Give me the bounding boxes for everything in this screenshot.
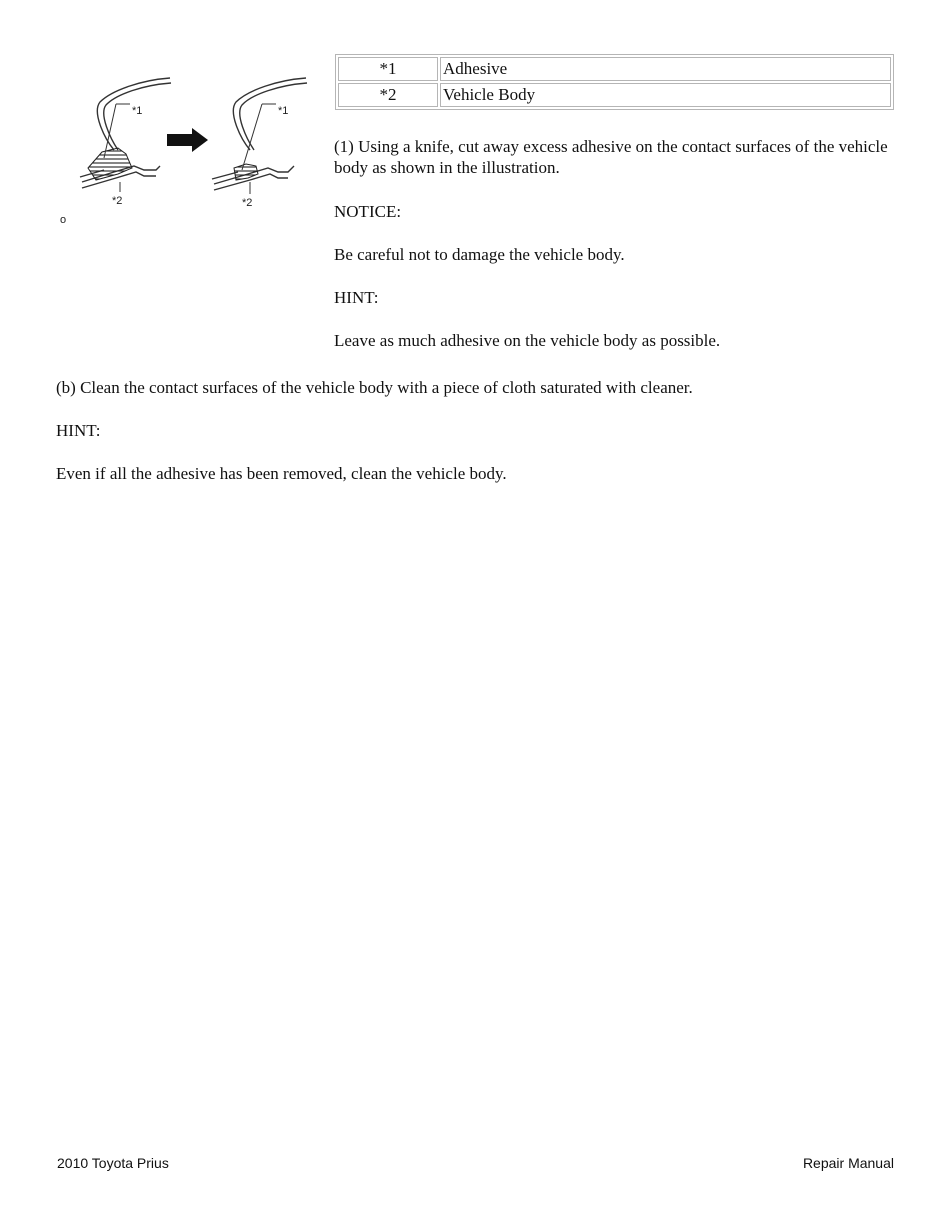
legend-key: *1 bbox=[338, 57, 438, 81]
callout-legend-table bbox=[335, 54, 894, 110]
step-1-text: (1) Using a knife, cut away excess adhesive on the contact surfaces of the vehicle body as shown in the illustration. bbox=[334, 137, 888, 177]
hint-label: HINT: bbox=[56, 421, 101, 440]
notice-label: NOTICE: bbox=[334, 202, 402, 221]
after-callout-1: *1 bbox=[278, 105, 289, 117]
adhesive-removal-illustration bbox=[52, 70, 314, 230]
table-row bbox=[338, 83, 891, 107]
hint-label: HINT: bbox=[334, 288, 379, 307]
legend-label: Vehicle Body bbox=[440, 83, 891, 107]
after-drawing bbox=[212, 78, 307, 190]
step-b-text: (b) Clean the contact surfaces of the vehicle body with a piece of cloth saturated with cleaner. bbox=[56, 378, 693, 397]
hint-text: Even if all the adhesive has been removed, clean the vehicle body. bbox=[56, 464, 507, 483]
legend-label: Adhesive bbox=[440, 57, 891, 81]
table-row bbox=[338, 57, 891, 81]
footer-manual-title: Repair Manual bbox=[802, 1155, 894, 1171]
right-arrow-icon bbox=[167, 128, 208, 152]
remaining-adhesive-hatch bbox=[234, 164, 258, 180]
notice-text: Be careful not to damage the vehicle body. bbox=[334, 245, 625, 264]
before-callout-2: *2 bbox=[112, 195, 123, 207]
footer-vehicle-title: 2010 Toyota Prius bbox=[57, 1155, 169, 1171]
before-callout-1: *1 bbox=[132, 105, 143, 117]
legend-key: *2 bbox=[338, 83, 438, 107]
figure-corner-mark: o bbox=[60, 214, 67, 226]
after-callout-2: *2 bbox=[242, 197, 253, 209]
hint-text: Leave as much adhesive on the vehicle body as possible. bbox=[334, 331, 721, 350]
